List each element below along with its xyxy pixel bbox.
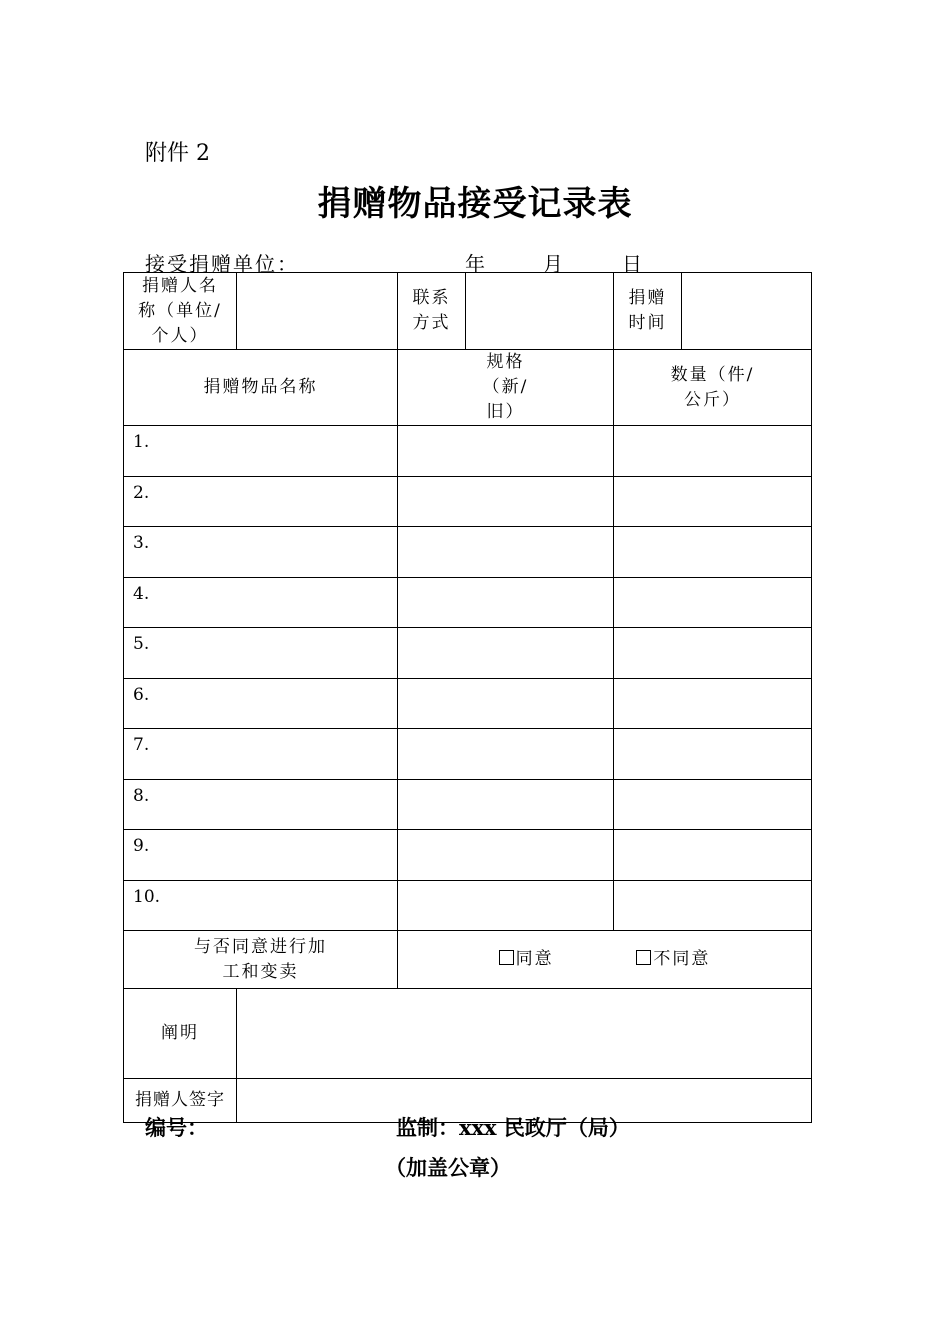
item-spec-cell[interactable] — [398, 476, 614, 527]
item-name-cell[interactable] — [124, 577, 398, 628]
disagree-label: 不同意 — [653, 949, 711, 969]
item-row-number: 3. — [133, 533, 150, 553]
item-quantity-cell[interactable] — [614, 729, 812, 780]
contact-field[interactable] — [466, 273, 614, 350]
agree-option[interactable] — [499, 947, 554, 972]
item-name-cell[interactable] — [124, 729, 398, 780]
number-label: 编号： — [145, 1115, 208, 1140]
agree-label: 同意 — [515, 949, 554, 969]
item-name-cell[interactable] — [124, 678, 398, 729]
disagree-option[interactable] — [636, 947, 710, 972]
item-row-number: 2. — [133, 482, 150, 503]
item-spec-cell[interactable] — [398, 678, 614, 729]
item-quantity-cell[interactable] — [614, 628, 812, 679]
statement-label: 阐明 — [124, 989, 237, 1079]
signature-label: 捐赠人签字 — [124, 1079, 237, 1123]
item-row — [124, 577, 812, 628]
item-row — [124, 426, 812, 477]
item-spec-cell[interactable] — [398, 426, 614, 477]
spec-header: 规格（新/旧） — [398, 350, 614, 426]
item-name-cell[interactable] — [124, 779, 398, 830]
item-row — [124, 527, 812, 578]
item-row-number: 8. — [133, 785, 150, 806]
page-title: 捐赠物品接受记录表 — [317, 184, 633, 224]
item-name-cell[interactable] — [124, 476, 398, 527]
item-name-cell[interactable] — [124, 527, 398, 578]
quantity-header: 数量（件/公斤） — [614, 350, 812, 426]
item-quantity-cell[interactable] — [614, 426, 812, 477]
donor-name-field[interactable] — [237, 273, 398, 350]
contact-label: 联系方式 — [398, 273, 466, 350]
item-quantity-cell[interactable] — [614, 880, 812, 931]
item-row-number: 7. — [133, 735, 150, 755]
item-spec-cell[interactable] — [398, 830, 614, 881]
item-quantity-cell[interactable] — [614, 779, 812, 830]
item-spec-cell[interactable] — [398, 628, 614, 679]
item-row-number: 4. — [133, 583, 150, 604]
item-name-header: 捐赠物品名称 — [124, 350, 398, 426]
item-row-number: 9. — [133, 836, 150, 856]
supervision-label: 监制：xxx 民政厅（局） — [396, 1115, 630, 1140]
item-quantity-cell[interactable] — [614, 577, 812, 628]
date-month-label: 月 — [543, 252, 563, 276]
item-row — [124, 729, 812, 780]
donor-name-label: 捐赠人名称（单位/个人） — [124, 273, 237, 350]
donation-record-table — [123, 272, 812, 1123]
item-spec-cell[interactable] — [398, 527, 614, 578]
item-row-number: 10. — [133, 886, 161, 907]
item-name-cell[interactable] — [124, 628, 398, 679]
statement-field[interactable] — [237, 989, 812, 1079]
donation-time-field[interactable] — [682, 273, 812, 350]
item-row-number: 5. — [133, 634, 150, 654]
item-quantity-cell[interactable] — [614, 476, 812, 527]
item-row-number: 1. — [133, 432, 150, 452]
agree-checkbox[interactable] — [499, 950, 514, 965]
item-name-cell[interactable] — [124, 880, 398, 931]
date-day-label: 日 — [622, 252, 642, 276]
item-spec-cell[interactable] — [398, 779, 614, 830]
processing-consent-options — [398, 931, 812, 989]
item-name-cell[interactable] — [124, 830, 398, 881]
processing-consent-label: 与否同意进行加工和变卖 — [124, 931, 398, 989]
item-row — [124, 830, 812, 881]
seal-note: （加盖公章） — [385, 1155, 511, 1180]
item-quantity-cell[interactable] — [614, 527, 812, 578]
item-spec-cell[interactable] — [398, 729, 614, 780]
date-year-label: 年 — [465, 252, 485, 276]
item-row-number: 6. — [133, 684, 150, 705]
item-spec-cell[interactable] — [398, 880, 614, 931]
item-quantity-cell[interactable] — [614, 830, 812, 881]
item-row — [124, 779, 812, 830]
item-spec-cell[interactable] — [398, 577, 614, 628]
disagree-checkbox[interactable] — [636, 950, 651, 965]
annex-label: 附件 2 — [145, 141, 210, 166]
item-row — [124, 628, 812, 679]
item-row — [124, 476, 812, 527]
item-name-cell[interactable] — [124, 426, 398, 477]
item-row — [124, 880, 812, 931]
item-row — [124, 678, 812, 729]
recipient-unit-label: 接受捐赠单位： — [145, 252, 299, 276]
donation-time-label: 捐赠时间 — [614, 273, 682, 350]
item-quantity-cell[interactable] — [614, 678, 812, 729]
